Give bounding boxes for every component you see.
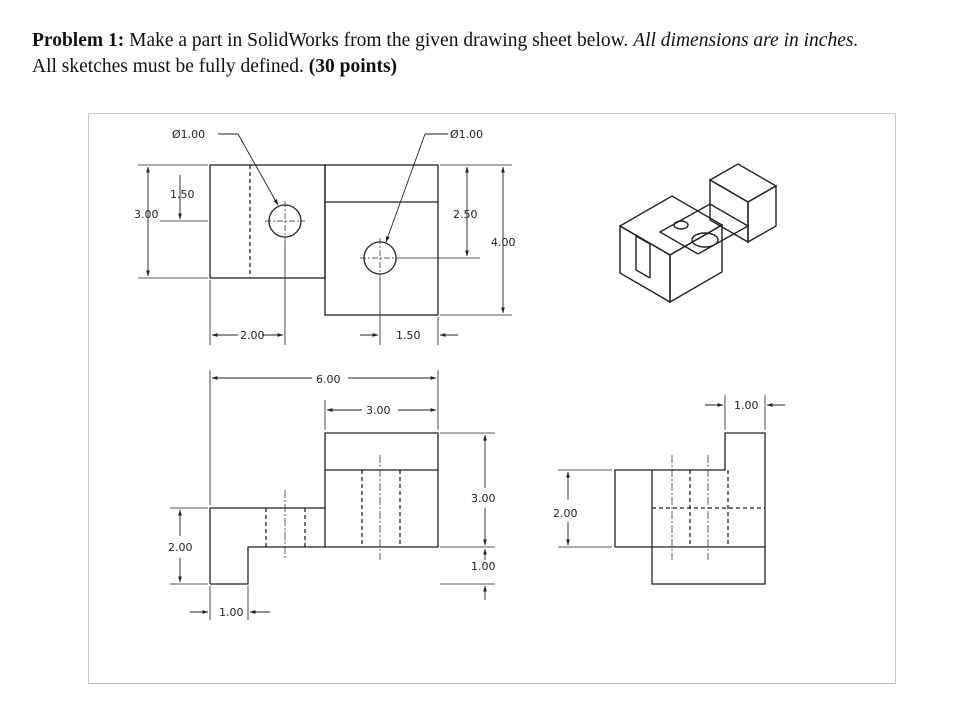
dim-2-00-side: 2.00 xyxy=(553,507,578,520)
dim-3-00-left: 3.00 xyxy=(134,208,159,221)
dim-6-00: 6.00 xyxy=(316,373,341,386)
units-note: All dimensions are in inches. xyxy=(633,30,859,51)
dim-2-00-front-left: 2.00 xyxy=(168,541,193,554)
isometric-view xyxy=(620,164,776,302)
dim-dia-left: Ø1.00 xyxy=(172,128,206,141)
dim-1-50-horiz: 1.50 xyxy=(396,329,421,342)
dim-dia-right: Ø1.00 xyxy=(450,128,484,141)
dim-1-00-front-bottom: 1.00 xyxy=(219,606,244,619)
problem-requirement: All sketches must be fully defined. xyxy=(32,56,309,77)
dim-3-00-front-right: 3.00 xyxy=(471,492,496,505)
problem-heading: Problem 1: xyxy=(32,30,125,51)
side-view xyxy=(615,433,765,584)
dim-1-00-front-right: 1.00 xyxy=(471,560,496,573)
dim-1-50-top: 1.50 xyxy=(170,188,195,201)
top-view xyxy=(210,165,438,315)
dim-2-00-horiz: 2.00 xyxy=(240,329,265,342)
dim-1-00-side-top: 1.00 xyxy=(734,399,759,412)
dim-2-50: 2.50 xyxy=(453,208,478,221)
dim-4-00: 4.00 xyxy=(491,236,516,249)
problem-points: (30 points) xyxy=(308,56,398,77)
front-view xyxy=(210,433,438,584)
problem-text: Make a part in SolidWorks from the given drawing sheet below. xyxy=(124,30,634,51)
dim-3-00-front: 3.00 xyxy=(366,404,391,417)
